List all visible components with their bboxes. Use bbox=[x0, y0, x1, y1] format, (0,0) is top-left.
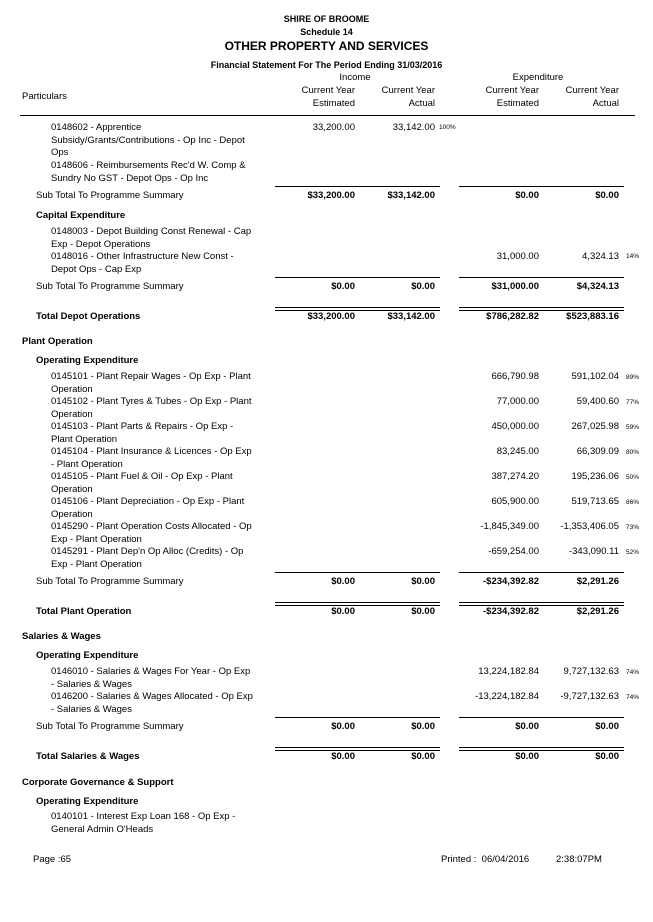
total-exp-actual: $0.00 bbox=[595, 751, 619, 762]
printed-time: 2:38:07PM bbox=[556, 854, 602, 865]
subtotal-exp-estimated: $31,000.00 bbox=[491, 281, 539, 292]
col-header-exp-estimated: Current Year Estimated bbox=[485, 85, 539, 109]
report-title: OTHER PROPERTY AND SERVICES bbox=[224, 39, 429, 53]
subtotal-income-actual: $0.00 bbox=[411, 281, 435, 292]
line-item: 0145101 - Plant Repair Wages - Op Exp - Plant Operation bbox=[51, 371, 251, 395]
subtotal-line bbox=[539, 572, 624, 573]
subtotal-line bbox=[459, 572, 544, 573]
exp-estimated: 13,224,182.84 bbox=[478, 666, 539, 677]
expenditure-header: Expenditure bbox=[512, 72, 564, 83]
exp-estimated: 77,000.00 bbox=[496, 396, 539, 407]
col-header-income-actual: Current Year Actual bbox=[381, 85, 435, 109]
subtotal-exp-estimated: -$234,392.82 bbox=[483, 576, 539, 587]
exp-estimated: 450,000.00 bbox=[491, 421, 539, 432]
total-income-actual: $33,142.00 bbox=[387, 311, 435, 322]
subtotal-exp-actual: $0.00 bbox=[595, 721, 619, 732]
exp-percent: 80% bbox=[626, 449, 640, 456]
exp-actual: 519,713.65 bbox=[571, 496, 619, 507]
page-number: Page :65 bbox=[33, 854, 72, 865]
section-subheading: Capital Expenditure bbox=[36, 210, 126, 221]
total-income-estimated: $33,200.00 bbox=[307, 311, 355, 322]
subtotal-line bbox=[459, 717, 544, 718]
total-exp-actual: $2,291.26 bbox=[576, 606, 619, 617]
exp-actual: 9,727,132.63 bbox=[563, 666, 619, 677]
line-item: 0148606 - Reimbursements Rec'd W. Comp & Sundry No GST - Depot Ops - Op Inc bbox=[51, 160, 246, 184]
section-heading: Corporate Governance & Support bbox=[22, 777, 174, 788]
particulars-header: Particulars bbox=[22, 91, 67, 102]
exp-estimated: -13,224,182.84 bbox=[475, 691, 539, 702]
subtotal-line bbox=[355, 277, 440, 278]
subtotal-line bbox=[355, 717, 440, 718]
total-exp-estimated: $786,282.82 bbox=[486, 311, 539, 322]
header-divider bbox=[20, 115, 635, 116]
subtotal-exp-actual: $2,291.26 bbox=[576, 576, 619, 587]
subtotal-line bbox=[539, 186, 624, 187]
exp-estimated: 666,790.98 bbox=[491, 371, 539, 382]
exp-percent: 74% bbox=[626, 694, 640, 701]
exp-estimated: 387,274.20 bbox=[491, 471, 539, 482]
subtotal-line bbox=[355, 186, 440, 187]
total-income-estimated: $0.00 bbox=[331, 751, 355, 762]
subtotal-line bbox=[275, 572, 360, 573]
exp-estimated: 605,900.00 bbox=[491, 496, 539, 507]
subtotal-income-actual: $0.00 bbox=[411, 721, 435, 732]
exp-actual: 267,025.98 bbox=[571, 421, 619, 432]
exp-actual: -343,090.11 bbox=[568, 546, 619, 557]
total-label: Total Depot Operations bbox=[36, 311, 141, 322]
org-name: SHIRE OF BROOME bbox=[283, 14, 370, 24]
subtotal-line bbox=[355, 572, 440, 573]
total-income-actual: $0.00 bbox=[411, 751, 435, 762]
subtotal-line bbox=[539, 717, 624, 718]
subtotal-line bbox=[459, 186, 544, 187]
line-item: 0148003 - Depot Building Const Renewal - Cap Exp - Depot Operations bbox=[51, 226, 252, 250]
section-heading: Plant Operation bbox=[22, 336, 93, 347]
exp-percent: 50% bbox=[626, 474, 640, 481]
subtotal-income-estimated: $0.00 bbox=[331, 721, 355, 732]
exp-estimated: -659,254.00 bbox=[488, 546, 539, 557]
exp-percent: 77% bbox=[626, 399, 640, 406]
line-item: 0146200 - Salaries & Wages Allocated - Op Exp - Salaries & Wages bbox=[51, 691, 253, 715]
subtotal-label: Sub Total To Programme Summary bbox=[36, 281, 184, 292]
line-item: 0145102 - Plant Tyres & Tubes - Op Exp - Plant Operation bbox=[51, 396, 252, 420]
line-item: 0145105 - Plant Fuel & Oil - Op Exp - Plant Operation bbox=[51, 471, 233, 495]
total-exp-estimated: $0.00 bbox=[515, 751, 539, 762]
line-item: 0140101 - Interest Exp Loan 168 - Op Exp - General Admin O'Heads bbox=[51, 811, 236, 835]
report-subtitle: Financial Statement For The Period Ending 31/03/2016 bbox=[210, 60, 443, 70]
exp-actual: -9,727,132.63 bbox=[560, 691, 619, 702]
subtotal-label: Sub Total To Programme Summary bbox=[36, 721, 184, 732]
subtotal-line bbox=[275, 717, 360, 718]
total-income-estimated: $0.00 bbox=[331, 606, 355, 617]
subtotal-exp-actual: $4,324.13 bbox=[576, 281, 619, 292]
exp-estimated: 83,245.00 bbox=[496, 446, 539, 457]
total-exp-estimated: -$234,392.82 bbox=[483, 606, 539, 617]
total-label: Total Plant Operation bbox=[36, 606, 132, 617]
exp-percent: 59% bbox=[626, 424, 640, 431]
exp-actual: -1,353,406.05 bbox=[560, 521, 619, 532]
subtotal-exp-estimated: $0.00 bbox=[515, 721, 539, 732]
exp-actual: 195,236.06 bbox=[571, 471, 619, 482]
line-item: 0145106 - Plant Depreciation - Op Exp - Plant Operation bbox=[51, 496, 245, 520]
income-percent: 100% bbox=[439, 124, 456, 131]
subtotal-label: Sub Total To Programme Summary bbox=[36, 576, 184, 587]
schedule-label: Schedule 14 bbox=[300, 27, 353, 37]
section-heading: Salaries & Wages bbox=[22, 631, 101, 642]
line-item: 0145291 - Plant Dep'n Op Alloc (Credits) - Op Exp - Plant Operation bbox=[51, 546, 244, 570]
income-estimated: 33,200.00 bbox=[312, 122, 355, 133]
line-item: 0145104 - Plant Insurance & Licences - Op Exp - Plant Operation bbox=[51, 446, 252, 470]
exp-actual: 66,309.09 bbox=[576, 446, 619, 457]
exp-estimated: -1,845,349.00 bbox=[480, 521, 539, 532]
exp-percent: 73% bbox=[626, 524, 640, 531]
section-subheading: Operating Expenditure bbox=[36, 355, 139, 366]
exp-actual: 59,400.60 bbox=[576, 396, 619, 407]
income-actual: 33,142.00 bbox=[392, 122, 435, 133]
col-header-exp-actual: Current Year Actual bbox=[565, 85, 619, 109]
subtotal-income-actual: $0.00 bbox=[411, 576, 435, 587]
subtotal-income-estimated: $0.00 bbox=[331, 576, 355, 587]
subtotal-line bbox=[275, 277, 360, 278]
subtotal-exp-actual: $0.00 bbox=[595, 190, 619, 201]
section-subheading: Operating Expenditure bbox=[36, 650, 139, 661]
subtotal-line bbox=[459, 277, 544, 278]
total-income-actual: $0.00 bbox=[411, 606, 435, 617]
printed-date: Printed : 06/04/2016 bbox=[441, 854, 530, 865]
line-item: 0145290 - Plant Operation Costs Allocated - Op Exp - Plant Operation bbox=[51, 521, 252, 545]
subtotal-label: Sub Total To Programme Summary bbox=[36, 190, 184, 201]
line-item: 0146010 - Salaries & Wages For Year - Op Exp - Salaries & Wages bbox=[51, 666, 251, 690]
exp-actual: 4,324.13 bbox=[582, 251, 619, 262]
total-exp-actual: $523,883.16 bbox=[566, 311, 619, 322]
exp-percent: 74% bbox=[626, 669, 640, 676]
exp-actual: 591,102.04 bbox=[571, 371, 619, 382]
col-header-income-estimated: Current Year Estimated bbox=[301, 85, 355, 109]
subtotal-income-estimated: $0.00 bbox=[331, 281, 355, 292]
income-header: Income bbox=[339, 72, 371, 83]
exp-percent: 89% bbox=[626, 374, 640, 381]
line-item: 0148602 - Apprentice Subsidy/Grants/Contributions - Op Inc - Depot Ops bbox=[51, 122, 245, 158]
exp-percent: 52% bbox=[626, 549, 640, 556]
subtotal-income-actual: $33,142.00 bbox=[387, 190, 435, 201]
total-label: Total Salaries & Wages bbox=[36, 751, 140, 762]
section-subheading: Operating Expenditure bbox=[36, 796, 139, 807]
subtotal-income-estimated: $33,200.00 bbox=[307, 190, 355, 201]
subtotal-exp-estimated: $0.00 bbox=[515, 190, 539, 201]
exp-percent: 86% bbox=[626, 499, 640, 506]
line-item: 0148016 - Other Infrastructure New Const - Depot Ops - Cap Exp bbox=[51, 251, 234, 275]
subtotal-line bbox=[275, 186, 360, 187]
exp-estimated: 31,000.00 bbox=[496, 251, 539, 262]
subtotal-line bbox=[539, 277, 624, 278]
exp-percent: 14% bbox=[626, 253, 640, 260]
line-item: 0145103 - Plant Parts & Repairs - Op Exp - Plant Operation bbox=[51, 421, 234, 445]
